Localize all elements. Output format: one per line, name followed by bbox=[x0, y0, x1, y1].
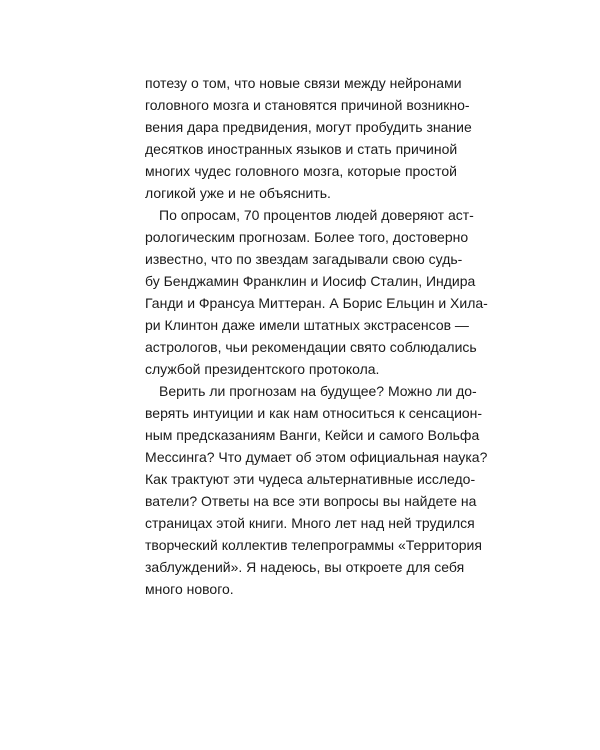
text-line: известно, что по звездам загадывали свою судь- bbox=[145, 251, 463, 267]
text-line: творческий коллектив телепрограммы «Территория bbox=[145, 537, 482, 553]
text-line: Как трактуют эти чудеса альтернативные исследо- bbox=[145, 471, 476, 487]
body-text bbox=[145, 72, 488, 600]
text-line: бу Бенджамин Франклин и Иосиф Сталин, Индира bbox=[145, 273, 476, 289]
text-line: службой президентского протокола. bbox=[145, 361, 380, 377]
text-line: вения дара предвидения, могут пробудить знание bbox=[145, 119, 472, 135]
text-line: Ганди и Франсуа Миттеран. А Борис Ельцин и Хила- bbox=[145, 295, 488, 311]
text-line: потезу о том, что новые связи между нейронами bbox=[145, 75, 462, 91]
text-line: астрологов, чьи рекомендации свято соблюдались bbox=[145, 339, 477, 355]
text-line: много нового. bbox=[145, 581, 234, 597]
text-line: рологическим прогнозам. Более того, достоверно bbox=[145, 229, 469, 245]
text-line: заблуждений». Я надеюсь, вы откроете для себя bbox=[145, 559, 465, 575]
text-line: многих чудес головного мозга, которые простой bbox=[145, 163, 457, 179]
text-line: верять интуиции и как нам относиться к сенсацион- bbox=[145, 405, 483, 421]
text-line: Мессинга? Что думает об этом официальная наука? bbox=[145, 449, 488, 465]
text-line: десятков иностранных языков и стать причиной bbox=[145, 141, 458, 157]
text-line: ватели? Ответы на все эти вопросы вы найдете на bbox=[145, 493, 477, 509]
text-line: ным предсказаниям Ванги, Кейси и самого Вольфа bbox=[145, 427, 480, 443]
text-line: Верить ли прогнозам на будущее? Можно ли до- bbox=[159, 383, 477, 399]
text-line: страницах этой книги. Много лет над ней трудился bbox=[145, 515, 475, 531]
text-line: По опросам, 70 процентов людей доверяют аст- bbox=[159, 207, 474, 223]
text-line: логикой уже и не объяснить. bbox=[145, 185, 331, 201]
text-line: ри Клинтон даже имели штатных экстрасенсов — bbox=[145, 317, 469, 333]
text-line: головного мозга и становятся причиной возникно- bbox=[145, 97, 470, 113]
